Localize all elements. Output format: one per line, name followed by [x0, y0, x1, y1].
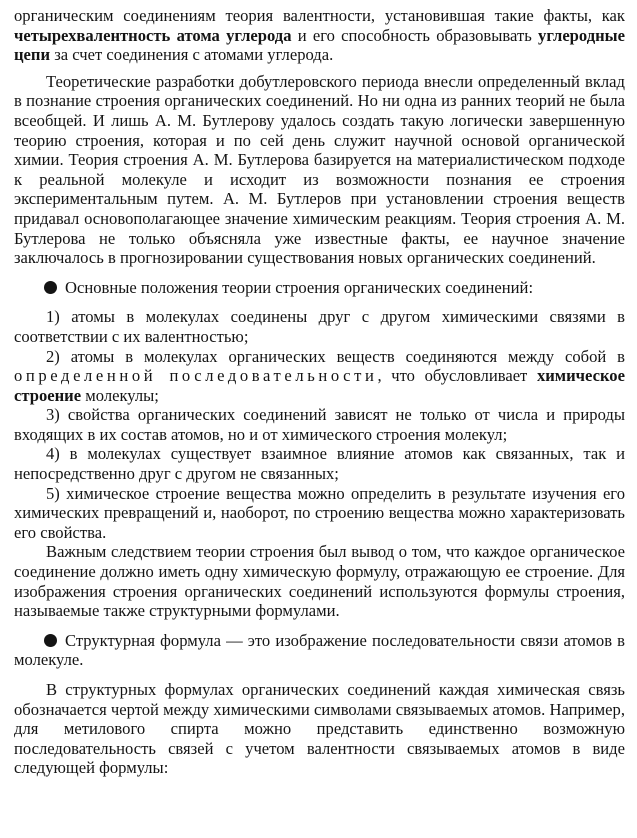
text-segment: Структурная формула — это изображение последовательности связи атомов в молекуле. — [14, 630, 625, 670]
list-item: 4) в молекулах существует взаимное влияние атомов как связанных, так и непосредственно друг с другом не связанных; — [14, 444, 625, 484]
list-item: 1) атомы в молекулах соединены друг с другом химическими связями в соответствии с их валентностью; — [14, 307, 625, 346]
text-segment: молекулы; — [81, 385, 159, 405]
list-item — [14, 347, 625, 406]
text-segment: , что обусловливает — [377, 366, 537, 386]
paragraph-structural-formulas: В структурных формулах органических соединений каждая химическая связь обозначается чертой между химическими символами связываемых атомов. Например, для метилового спирта можно представить единственно возможную последовательность связей с учетом валентности связываемых атомов в виде следующей формулы: — [14, 680, 625, 778]
text-segment: 2) атомы в молекулах органических веществ соединяются между собой в — [46, 346, 625, 366]
paragraph-structural-formula-definition — [14, 631, 625, 670]
spaced-emphasis: определенной последовательности — [14, 366, 378, 386]
bold-term-tetravalence: четырехвалентность атома углерода — [14, 25, 292, 45]
paragraph-valence-theory — [14, 6, 625, 65]
text-segment: органическим соединениям теория валентности, установившая такие факты, как — [14, 6, 625, 25]
paragraph-main-principles — [14, 278, 625, 298]
bold-term-chemical-structure: химическое строение — [14, 366, 625, 405]
bold-term-carbon-chains: углеродные цепи — [14, 25, 626, 65]
text-segment: и его способность образовывать — [291, 25, 539, 45]
bullet-icon — [44, 281, 57, 294]
paragraph-structure-consequence: Важным следствием теории строения был вывод о том, что каждое органическое соединение должно иметь одну химическую формулу, отражающую ее строение. Для изображения строения органических соединений используются формулы строения, называемые также структурными формулами. — [14, 542, 625, 621]
list-item: 3) свойства органических соединений зависят не только от числа и природы входящих в их состав атомов, но и от химического строения молекул; — [14, 405, 625, 444]
text-segment: Основные положения теории строения органических соединений: — [65, 277, 534, 297]
paragraph-butlerov-theory: Теоретические разработки добутлеровского периода внесли определенный вклад в познание строения органических соединений. Но ни одна из ранних теорий не была всеобщей. И лишь А. М. Бутлерову удалось создать такую логически завершенную теорию строения, которая и по сей день служит научной основой органической химии. Теория строения А. М. Бутлерова базируется на материалистическом подходе к реальной молекуле и исходит из возможности познания ее строения экспериментальным путем. А. М. Бутлеров при установлении строения веществ придавал основополагающее значение химическим реакциям. Теория строения А. М. Бутлерова не только объясняла уже известные факты, ее научное значение заключалось в прогнозировании существования новых органических соединений. — [14, 71, 625, 268]
list-item: 5) химическое строение вещества можно определить в результате изучения его химических превращений и, наоборот, по строению вещества можно характеризовать его свойства. — [14, 483, 625, 542]
bullet-icon — [44, 634, 57, 647]
principles-list — [14, 307, 625, 542]
text-segment: за счет соединения с атомами углерода. — [50, 45, 334, 65]
